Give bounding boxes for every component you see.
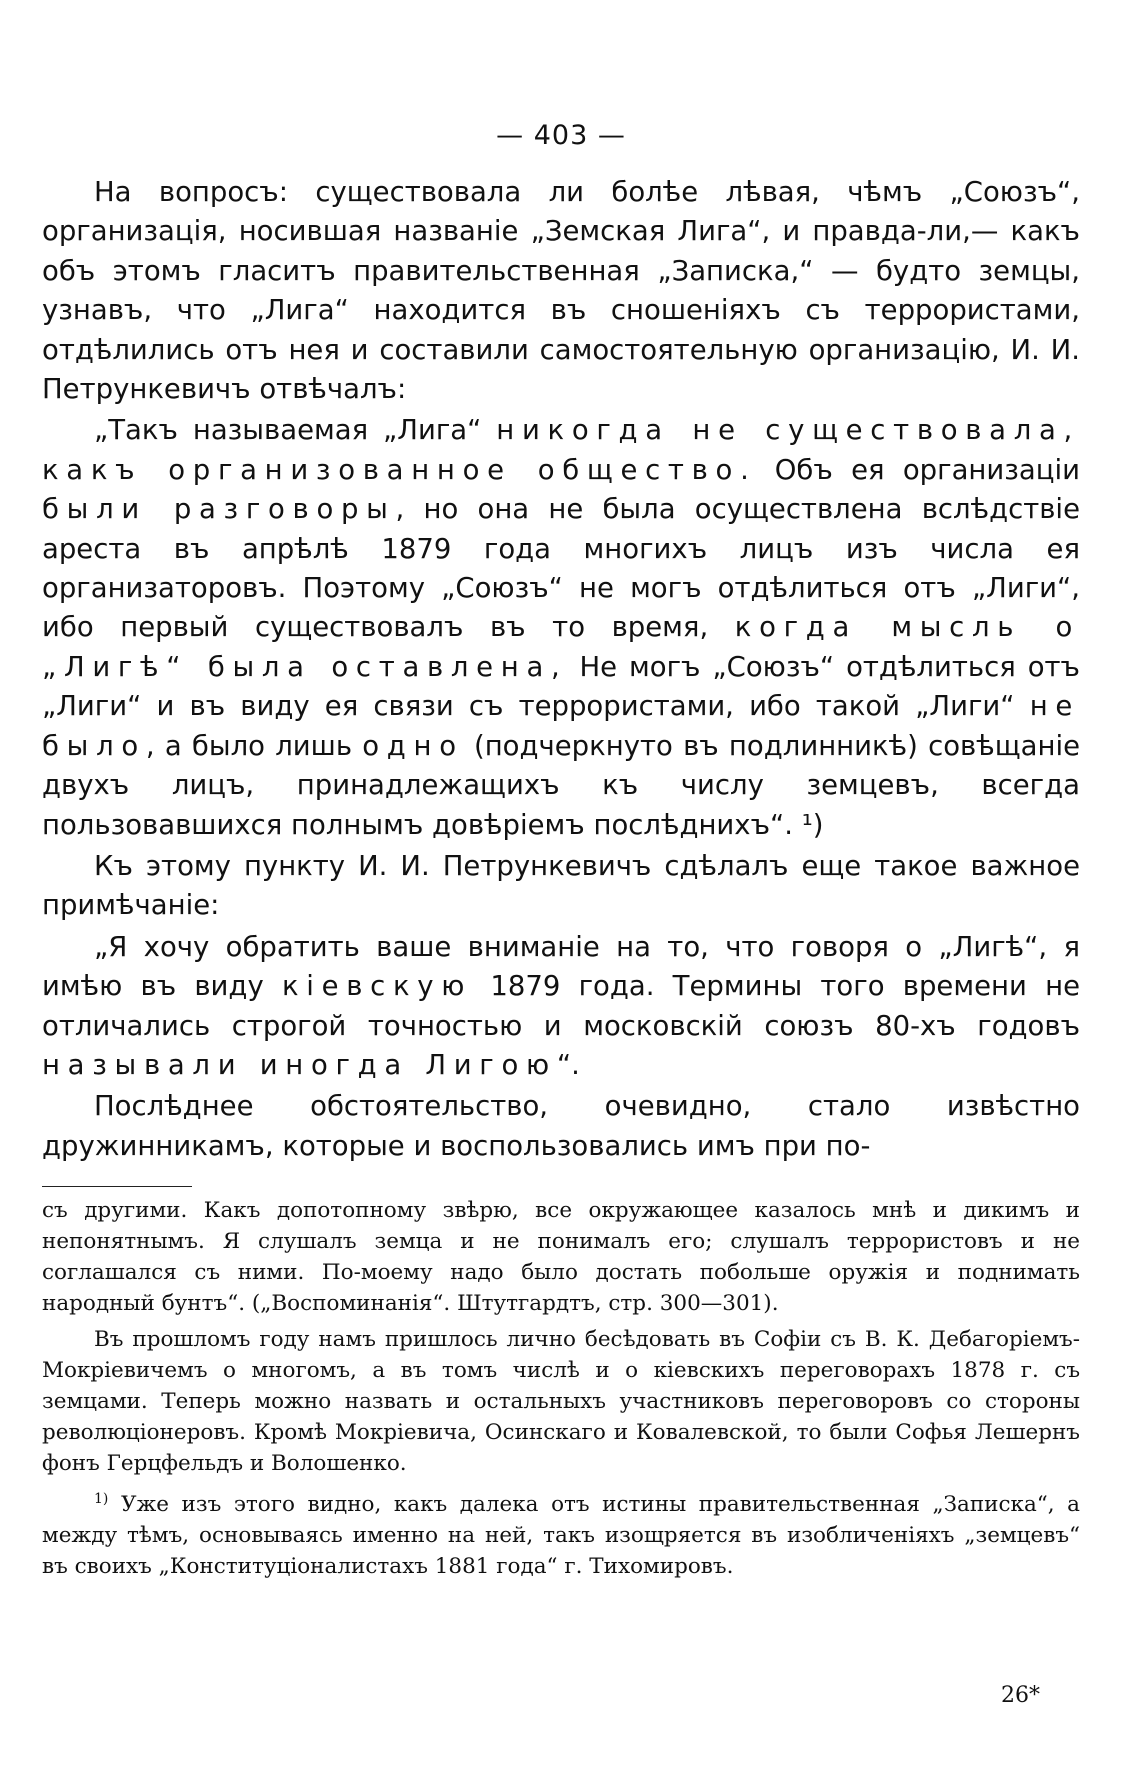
main-text xyxy=(42,173,1080,1166)
spaced-emphasis: никогда не существовала, какъ организованное общество. xyxy=(42,414,1080,486)
footnote-paragraph: Въ прошломъ году намъ пришлось лично бесѣдовать въ Софiи съ В. К. Дебагорiемъ-Мокрiевичемъ о многомъ, а въ томъ числѣ и о кiевскихъ переговорахъ 1878 г. съ земцами. Теперь можно назвать и остальныхъ участниковъ переговоровъ со стороны революцiонеровъ. Кромѣ Мокрiевича, Осинскаго и Ковалевской, то были Софья Лешернъ фонъ Герцфельдъ и Волошенко. xyxy=(42,1327,1080,1477)
spaced-emphasis: одно xyxy=(362,729,464,762)
spaced-emphasis: называли иногда Лигою xyxy=(42,1048,557,1081)
page-number: — 403 — xyxy=(496,120,626,151)
paragraph-last: Послѣднее обстоятельство, очевидно, стало извѣстно дружинникамъ, которые и воспользовались имъ при по- xyxy=(42,1090,1080,1162)
spaced-emphasis: кiевскую xyxy=(281,970,473,1003)
paragraph-remark: Къ этому пункту И. И. Петрункевичъ сдѣлалъ еще такое важное примѣчанiе: xyxy=(42,849,1080,922)
footnote-divider xyxy=(42,1186,192,1187)
footnote-marker: 1) xyxy=(94,1491,109,1508)
footnote-continuation: съ другими. Какъ допотопному звѣрю, все окружающее казалось мнѣ и дикимъ и непонятнымъ. Я слушалъ земца и не понималъ его; слушалъ террористовъ и не соглашался съ ними. По-моему надо было достать побольше оружiя и поднимать народный бунтъ“. („Воспоминанiя“. Штутгардтъ, стр. 300—301). xyxy=(42,1198,1080,1317)
footnote-1: $^{1)}$ Уже изъ этого видно, какъ далека отъ истины правительственная „Записка“, а между тѣмъ, основываясь именно на ней, такъ изощряется въ изобличенiяхъ „земцевъ“ въ своихъ „Конституцiоналистахъ 1881 года“ г. Тихомировъ. xyxy=(42,1491,1080,1580)
spaced-emphasis: были разговоры xyxy=(42,493,396,526)
footnotes xyxy=(42,1195,1080,1582)
paragraph-quote-remark: „Я хочу обратить ваше вниманiе на то, что говоря о „Лигѣ“, я имѣю въ виду кiевскую 1879 года. Термины того времени не отличались строгой точностью и московскiй союзъ 80-хъ годовъ называли иногда Лигою“. xyxy=(42,930,1080,1081)
paragraph-quote-answer: „Такъ называемая „Лига“ никогда не существовала, какъ организованное общество. Объ ея организацiи были разговоры, но она не была осуществлена вслѣдствiе ареста въ апрѣлѣ 1879 года многихъ лицъ изъ числа ея организаторовъ. Поэтому „Союзъ“ не могъ отдѣлиться отъ „Лиги“, ибо первый существовалъ въ то время, когда мысль о „Лигѣ“ была оставлена, Не могъ „Союзъ“ отдѣлиться отъ „Лиги“ и въ виду ея связи съ террористами, ибо такой „Лиги“ не было, а было лишь одно (подчеркнуто въ подлинникѣ) совѣщанiе двухъ лицъ, принадлежащихъ къ числу земцевъ, всегда пользовавшихся полнымъ довѣрiемъ послѣднихъ“. ¹) xyxy=(42,414,1080,841)
spaced-emphasis: не было xyxy=(42,690,1080,762)
printer-signature-mark: 26* xyxy=(1001,1683,1040,1708)
spaced-emphasis: когда мысль о „Лигѣ“ была оставлена, xyxy=(42,611,1080,683)
paragraph-question: На вопросъ: существовала ли болѣе лѣвая, чѣмъ „Союзъ“, организацiя, носившая названiе „Земская Лига“, и правда-ли,— какъ объ этомъ гласитъ правительственная „Записка,“ — будто земцы, узнавъ, что „Лига“ находится въ сношенiяхъ съ террористами, отдѣлились отъ нея и составили самостоятельную организацiю, И. И. Петрункевичъ отвѣчалъ: xyxy=(42,176,1080,406)
